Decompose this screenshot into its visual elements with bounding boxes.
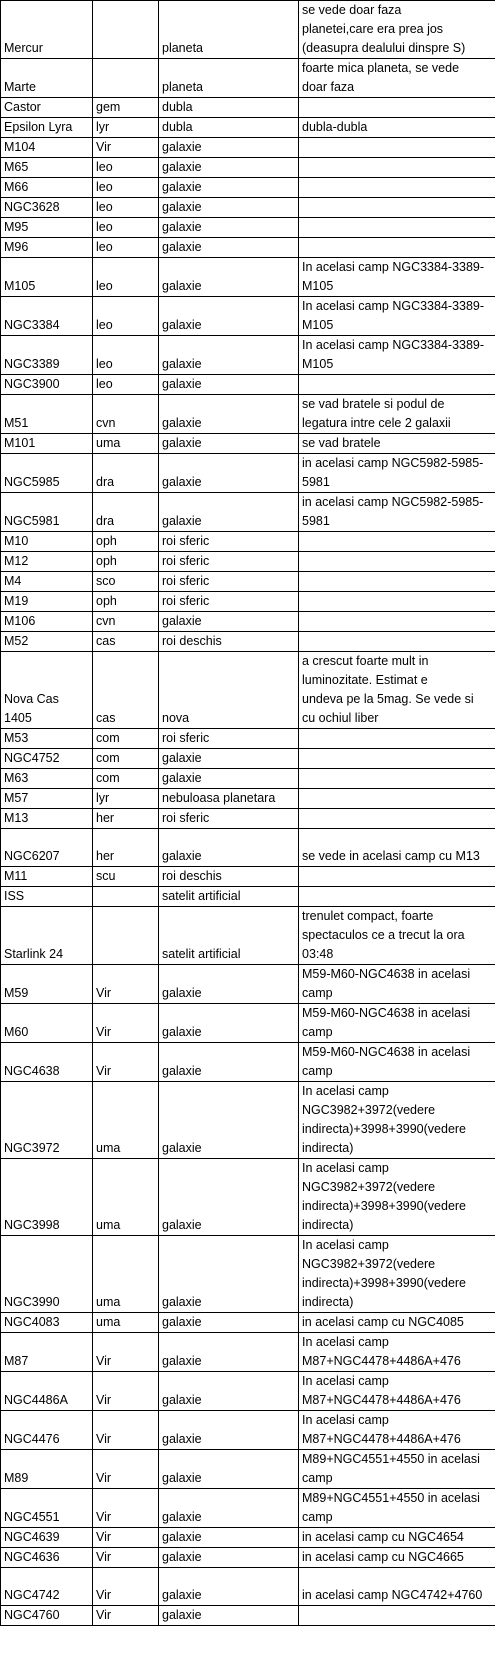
observation-note-cell: in acelasi camp NGC4742+4760 <box>299 1568 495 1606</box>
observation-note-cell: in acelasi camp cu NGC4654 <box>299 1528 495 1548</box>
object-type-cell: galaxie <box>159 258 299 297</box>
object-type-cell: roi sferic <box>159 809 299 829</box>
object-type-cell: galaxie <box>159 454 299 493</box>
constellation-cell: leo <box>93 198 159 218</box>
table-row <box>1 1606 495 1626</box>
observation-note-cell: M59-M60-NGC4638 in acelasi camp <box>299 1004 495 1043</box>
observation-note-cell: se vede in acelasi camp cu M13 <box>299 829 495 867</box>
observation-note-cell: In acelasi camp NGC3982+3972(vedere indirecta)+3998+3990(vedere indirecta) <box>299 1159 495 1236</box>
object-type-cell: planeta <box>159 59 299 98</box>
constellation-cell: leo <box>93 218 159 238</box>
table-row <box>1 729 495 749</box>
observation-note-cell <box>299 375 495 395</box>
table-row <box>1 749 495 769</box>
constellation-cell: cas <box>93 652 159 729</box>
object-name-cell: M52 <box>1 632 93 652</box>
table-row <box>1 1333 495 1372</box>
object-name-cell: NGC4638 <box>1 1043 93 1082</box>
object-name-cell: M11 <box>1 867 93 887</box>
object-type-cell: galaxie <box>159 238 299 258</box>
constellation-cell: com <box>93 729 159 749</box>
constellation-cell: lyr <box>93 789 159 809</box>
object-name-cell: NGC4551 <box>1 1489 93 1528</box>
table-row <box>1 336 495 375</box>
constellation-cell: leo <box>93 375 159 395</box>
object-name-cell: ISS <box>1 887 93 907</box>
object-name-cell: NGC4636 <box>1 1548 93 1568</box>
constellation-cell: leo <box>93 297 159 336</box>
observation-note-cell <box>299 138 495 158</box>
table-row <box>1 238 495 258</box>
table-row <box>1 1450 495 1489</box>
object-name-cell: Marte <box>1 59 93 98</box>
object-name-cell: NGC5985 <box>1 454 93 493</box>
observation-note-cell <box>299 1606 495 1626</box>
object-type-cell: galaxie <box>159 1372 299 1411</box>
constellation-cell: com <box>93 769 159 789</box>
object-type-cell: roi sferic <box>159 592 299 612</box>
table-row <box>1 965 495 1004</box>
constellation-cell: Vir <box>93 1004 159 1043</box>
table-row <box>1 138 495 158</box>
object-type-cell: nebuloasa planetara <box>159 789 299 809</box>
object-type-cell: galaxie <box>159 218 299 238</box>
object-type-cell: galaxie <box>159 297 299 336</box>
object-name-cell: M12 <box>1 552 93 572</box>
table-row <box>1 1082 495 1159</box>
observation-note-cell <box>299 572 495 592</box>
table-row <box>1 1568 495 1606</box>
constellation-cell: uma <box>93 1159 159 1236</box>
object-type-cell: galaxie <box>159 1411 299 1450</box>
object-type-cell: galaxie <box>159 158 299 178</box>
object-type-cell: galaxie <box>159 1568 299 1606</box>
observation-note-cell <box>299 238 495 258</box>
table-row <box>1 98 495 118</box>
table-row <box>1 829 495 867</box>
object-name-cell: NGC4476 <box>1 1411 93 1450</box>
constellation-cell: lyr <box>93 118 159 138</box>
object-name-cell: M104 <box>1 138 93 158</box>
object-name-cell: Epsilon Lyra <box>1 118 93 138</box>
constellation-cell: Vir <box>93 1548 159 1568</box>
object-type-cell: galaxie <box>159 749 299 769</box>
table-row <box>1 434 495 454</box>
table-row <box>1 493 495 532</box>
object-name-cell: M63 <box>1 769 93 789</box>
object-type-cell: roi sferic <box>159 729 299 749</box>
object-type-cell: roi deschis <box>159 632 299 652</box>
constellation-cell: Vir <box>93 1450 159 1489</box>
constellation-cell <box>93 887 159 907</box>
table-row <box>1 632 495 652</box>
object-type-cell: galaxie <box>159 1236 299 1313</box>
table-row <box>1 1004 495 1043</box>
object-name-cell: M96 <box>1 238 93 258</box>
observation-note-cell: in acelasi camp NGC5982-5985- 5981 <box>299 493 495 532</box>
object-type-cell: galaxie <box>159 198 299 218</box>
object-name-cell: M19 <box>1 592 93 612</box>
constellation-cell: leo <box>93 336 159 375</box>
table-row <box>1 789 495 809</box>
table-row <box>1 218 495 238</box>
table-row <box>1 297 495 336</box>
observation-note-cell: in acelasi camp cu NGC4085 <box>299 1313 495 1333</box>
object-name-cell: NGC3900 <box>1 375 93 395</box>
constellation-cell: Vir <box>93 1606 159 1626</box>
observation-note-cell <box>299 887 495 907</box>
table-row <box>1 652 495 729</box>
object-type-cell: roi deschis <box>159 867 299 887</box>
object-name-cell: M53 <box>1 729 93 749</box>
observation-note-cell: in acelasi camp NGC5982-5985- 5981 <box>299 454 495 493</box>
object-type-cell: galaxie <box>159 1489 299 1528</box>
observation-note-cell: a crescut foarte mult in luminozitate. Estimat e undeva pe la 5mag. Se vede si cu ochiul liber <box>299 652 495 729</box>
object-type-cell: galaxie <box>159 1043 299 1082</box>
object-name-cell: NGC4752 <box>1 749 93 769</box>
observation-note-cell: In acelasi camp M87+NGC4478+4486A+476 <box>299 1333 495 1372</box>
observation-note-cell: trenulet compact, foarte spectaculos ce a trecut la ora 03:48 <box>299 907 495 965</box>
constellation-cell: Vir <box>93 1528 159 1548</box>
constellation-cell: cas <box>93 632 159 652</box>
observation-note-cell <box>299 552 495 572</box>
object-name-cell: Castor <box>1 98 93 118</box>
object-name-cell: M105 <box>1 258 93 297</box>
table-row <box>1 887 495 907</box>
object-type-cell: satelit artificial <box>159 887 299 907</box>
constellation-cell: leo <box>93 158 159 178</box>
observation-note-cell <box>299 98 495 118</box>
table-row <box>1 1489 495 1528</box>
constellation-cell: Vir <box>93 1333 159 1372</box>
constellation-cell <box>93 1 159 59</box>
object-name-cell: Mercur <box>1 1 93 59</box>
observation-note-cell: In acelasi camp NGC3982+3972(vedere indirecta)+3998+3990(vedere indirecta) <box>299 1082 495 1159</box>
observation-note-cell: M89+NGC4551+4550 in acelasi camp <box>299 1489 495 1528</box>
table-row <box>1 198 495 218</box>
table-row <box>1 178 495 198</box>
object-name-cell: M65 <box>1 158 93 178</box>
observation-note-cell <box>299 198 495 218</box>
object-type-cell: roi sferic <box>159 552 299 572</box>
object-type-cell: planeta <box>159 1 299 59</box>
object-type-cell: galaxie <box>159 769 299 789</box>
object-type-cell: galaxie <box>159 178 299 198</box>
object-name-cell: M60 <box>1 1004 93 1043</box>
table-row <box>1 1159 495 1236</box>
constellation-cell: oph <box>93 552 159 572</box>
object-name-cell: M59 <box>1 965 93 1004</box>
table-row <box>1 118 495 138</box>
object-name-cell: M89 <box>1 1450 93 1489</box>
constellation-cell: her <box>93 829 159 867</box>
object-name-cell: NGC3998 <box>1 1159 93 1236</box>
table-row <box>1 907 495 965</box>
observation-note-cell: dubla-dubla <box>299 118 495 138</box>
constellation-cell: dra <box>93 493 159 532</box>
object-name-cell: M13 <box>1 809 93 829</box>
object-name-cell: M95 <box>1 218 93 238</box>
object-type-cell: dubla <box>159 98 299 118</box>
object-type-cell: galaxie <box>159 829 299 867</box>
object-type-cell: galaxie <box>159 375 299 395</box>
table-row <box>1 258 495 297</box>
observation-note-cell: in acelasi camp cu NGC4665 <box>299 1548 495 1568</box>
object-type-cell: roi sferic <box>159 572 299 592</box>
object-type-cell: galaxie <box>159 493 299 532</box>
table-row <box>1 375 495 395</box>
object-name-cell: M4 <box>1 572 93 592</box>
object-name-cell: NGC5981 <box>1 493 93 532</box>
object-type-cell: satelit artificial <box>159 907 299 965</box>
constellation-cell: Vir <box>93 965 159 1004</box>
table-row <box>1 1411 495 1450</box>
object-type-cell: galaxie <box>159 434 299 454</box>
object-type-cell: galaxie <box>159 1004 299 1043</box>
table-row <box>1 572 495 592</box>
observation-note-cell <box>299 789 495 809</box>
constellation-cell: uma <box>93 1313 159 1333</box>
object-name-cell: NGC3628 <box>1 198 93 218</box>
observation-note-cell <box>299 218 495 238</box>
observation-note-cell: se vede doar faza planetei,care era prea jos (deasupra dealului dinspre S) <box>299 1 495 59</box>
table-row <box>1 769 495 789</box>
observation-note-cell <box>299 769 495 789</box>
object-type-cell: galaxie <box>159 1450 299 1489</box>
table-row <box>1 1372 495 1411</box>
object-type-cell: galaxie <box>159 1333 299 1372</box>
table-row <box>1 552 495 572</box>
object-type-cell: galaxie <box>159 1548 299 1568</box>
object-type-cell: nova <box>159 652 299 729</box>
table-row <box>1 395 495 434</box>
observation-note-cell: In acelasi camp M87+NGC4478+4486A+476 <box>299 1372 495 1411</box>
object-type-cell: dubla <box>159 118 299 138</box>
observation-note-cell: se vad bratele <box>299 434 495 454</box>
object-name-cell: NGC4083 <box>1 1313 93 1333</box>
constellation-cell: sco <box>93 572 159 592</box>
constellation-cell: leo <box>93 178 159 198</box>
table-row <box>1 1528 495 1548</box>
constellation-cell: Vir <box>93 1043 159 1082</box>
observation-note-cell <box>299 158 495 178</box>
observation-table-body <box>1 1 495 1626</box>
object-type-cell: galaxie <box>159 1606 299 1626</box>
table-row <box>1 809 495 829</box>
object-name-cell: M101 <box>1 434 93 454</box>
constellation-cell: leo <box>93 258 159 297</box>
observation-note-cell: In acelasi camp NGC3982+3972(vedere indirecta)+3998+3990(vedere indirecta) <box>299 1236 495 1313</box>
constellation-cell <box>93 907 159 965</box>
object-type-cell: galaxie <box>159 1082 299 1159</box>
constellation-cell: Vir <box>93 1411 159 1450</box>
object-name-cell: M57 <box>1 789 93 809</box>
constellation-cell: scu <box>93 867 159 887</box>
observation-note-cell <box>299 612 495 632</box>
object-name-cell: NGC6207 <box>1 829 93 867</box>
object-type-cell: galaxie <box>159 1159 299 1236</box>
constellation-cell: cvn <box>93 612 159 632</box>
observation-note-cell <box>299 867 495 887</box>
table-row <box>1 1548 495 1568</box>
object-type-cell: galaxie <box>159 138 299 158</box>
object-name-cell: NGC3384 <box>1 297 93 336</box>
constellation-cell: gem <box>93 98 159 118</box>
observation-note-cell: In acelasi camp NGC3384-3389- M105 <box>299 336 495 375</box>
observation-note-cell: se vad bratele si podul de legatura intre cele 2 galaxii <box>299 395 495 434</box>
object-name-cell: NGC4742 <box>1 1568 93 1606</box>
table-row <box>1 1 495 59</box>
constellation-cell: oph <box>93 532 159 552</box>
observation-note-cell: In acelasi camp NGC3384-3389- M105 <box>299 258 495 297</box>
observation-note-cell: M89+NGC4551+4550 in acelasi camp <box>299 1450 495 1489</box>
table-row <box>1 1313 495 1333</box>
table-row <box>1 612 495 632</box>
observation-note-cell <box>299 749 495 769</box>
table-row <box>1 532 495 552</box>
constellation-cell: leo <box>93 238 159 258</box>
constellation-cell: Vir <box>93 1568 159 1606</box>
observation-note-cell <box>299 809 495 829</box>
observation-note-cell: M59-M60-NGC4638 in acelasi camp <box>299 965 495 1004</box>
object-name-cell: NGC4486A <box>1 1372 93 1411</box>
observation-note-cell <box>299 532 495 552</box>
constellation-cell: Vir <box>93 1372 159 1411</box>
object-name-cell: Nova Cas 1405 <box>1 652 93 729</box>
observation-note-cell: In acelasi camp NGC3384-3389- M105 <box>299 297 495 336</box>
observation-note-cell <box>299 729 495 749</box>
observation-note-cell <box>299 592 495 612</box>
object-type-cell: roi sferic <box>159 532 299 552</box>
object-name-cell: NGC3389 <box>1 336 93 375</box>
observation-note-cell: M59-M60-NGC4638 in acelasi camp <box>299 1043 495 1082</box>
table-row <box>1 867 495 887</box>
object-name-cell: M51 <box>1 395 93 434</box>
observation-note-cell: In acelasi camp M87+NGC4478+4486A+476 <box>299 1411 495 1450</box>
object-type-cell: galaxie <box>159 395 299 434</box>
object-type-cell: galaxie <box>159 965 299 1004</box>
object-type-cell: galaxie <box>159 1313 299 1333</box>
object-name-cell: Starlink 24 <box>1 907 93 965</box>
constellation-cell: cvn <box>93 395 159 434</box>
constellation-cell: uma <box>93 434 159 454</box>
constellation-cell: uma <box>93 1082 159 1159</box>
object-name-cell: NGC4760 <box>1 1606 93 1626</box>
constellation-cell <box>93 59 159 98</box>
table-row <box>1 59 495 98</box>
constellation-cell: dra <box>93 454 159 493</box>
observation-note-cell <box>299 178 495 198</box>
table-row <box>1 592 495 612</box>
table-row <box>1 1236 495 1313</box>
object-name-cell: M10 <box>1 532 93 552</box>
table-row <box>1 158 495 178</box>
object-name-cell: M66 <box>1 178 93 198</box>
object-name-cell: NGC3990 <box>1 1236 93 1313</box>
constellation-cell: Vir <box>93 1489 159 1528</box>
object-name-cell: NGC4639 <box>1 1528 93 1548</box>
observation-note-cell <box>299 632 495 652</box>
observation-note-cell: foarte mica planeta, se vede doar faza <box>299 59 495 98</box>
constellation-cell: oph <box>93 592 159 612</box>
object-type-cell: galaxie <box>159 612 299 632</box>
table-row <box>1 454 495 493</box>
constellation-cell: com <box>93 749 159 769</box>
constellation-cell: uma <box>93 1236 159 1313</box>
object-name-cell: M87 <box>1 1333 93 1372</box>
object-name-cell: NGC3972 <box>1 1082 93 1159</box>
constellation-cell: Vir <box>93 138 159 158</box>
object-type-cell: galaxie <box>159 1528 299 1548</box>
table-row <box>1 1043 495 1082</box>
constellation-cell: her <box>93 809 159 829</box>
object-type-cell: galaxie <box>159 336 299 375</box>
object-name-cell: M106 <box>1 612 93 632</box>
